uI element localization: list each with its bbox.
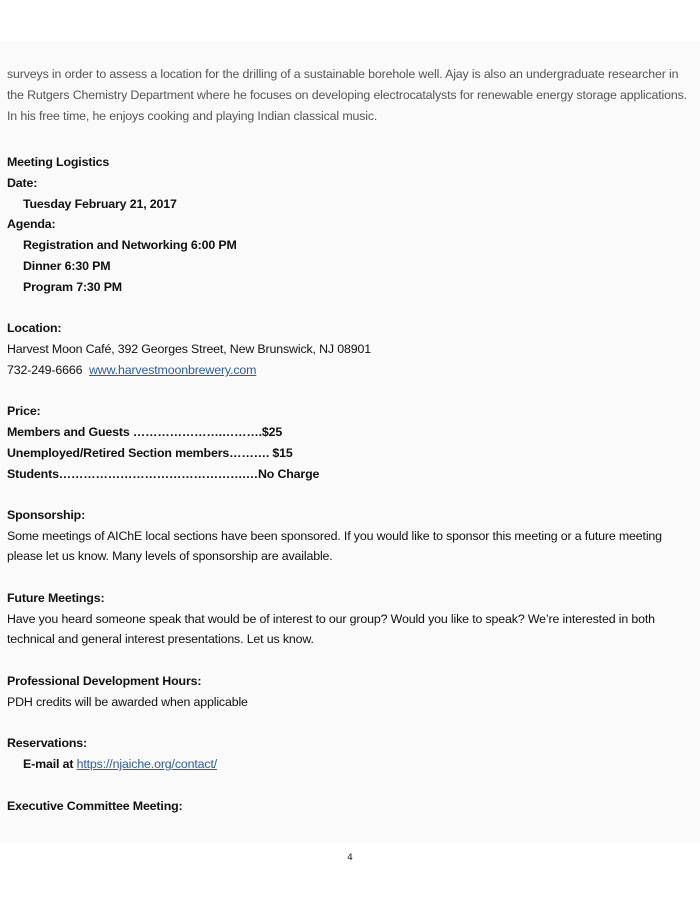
agenda-item-registration: Registration and Networking 6:00 PM: [23, 238, 237, 252]
reservations-label: Reservations:: [7, 736, 87, 750]
pdh-label: Professional Development Hours:: [7, 674, 202, 688]
price-row-students: Students……………………………………….…No Charge: [7, 467, 320, 481]
location-address: Harvest Moon Café, 392 Georges Street, New Brunswick, NJ 08901: [7, 342, 371, 356]
date-label: Date:: [7, 176, 38, 190]
location-website-link[interactable]: www.harvestmoonbrewery.com: [88, 363, 257, 377]
logistics-heading: Meeting Logistics: [7, 155, 110, 169]
location-phone: 732-249-6666: [7, 363, 83, 377]
sponsorship-line-2: please let us know. Many levels of sponsorship are available.: [7, 549, 333, 563]
agenda-label: Agenda:: [7, 217, 56, 231]
price-row-members: Members and Guests ………………….……….$25: [7, 425, 283, 439]
page-number: 4: [347, 853, 353, 863]
reservations-contact-link[interactable]: https://njaiche.org/contact/: [76, 757, 218, 771]
bio-line-3: In his free time, he enjoys cooking and playing Indian classical music.: [7, 109, 378, 123]
price-label: Price:: [7, 404, 41, 418]
exec-committee-label: Executive Committee Meeting:: [7, 799, 183, 813]
location-contact: [7, 362, 256, 378]
location-label: Location:: [7, 321, 62, 335]
future-meetings-label: Future Meetings:: [7, 591, 105, 605]
future-meetings-line-1: Have you heard someone speak that would be of interest to our group? Would you like to speak? We’re interested in both: [7, 612, 655, 626]
bio-line-2: the Rutgers Chemistry Department where he focuses on developing electrocatalysts for renewable energy storage applications.: [7, 88, 687, 102]
reservations-email-line: [23, 756, 217, 772]
pdh-text: PDH credits will be awarded when applicable: [7, 695, 248, 709]
sponsorship-label: Sponsorship:: [7, 508, 86, 522]
bio-line-1: surveys in order to assess a location for the drilling of a sustainable borehole well. Ajay is also an undergraduate researcher in: [7, 67, 679, 81]
future-meetings-line-2: technical and general interest presentations. Let us know.: [7, 632, 314, 646]
agenda-item-dinner: Dinner 6:30 PM: [23, 259, 111, 273]
date-value: Tuesday February 21, 2017: [23, 197, 177, 211]
price-row-unemployed: Unemployed/Retired Section members………. $15: [7, 446, 293, 460]
agenda-item-program: Program 7:30 PM: [23, 280, 122, 294]
sponsorship-line-1: Some meetings of AIChE local sections have been sponsored. If you would like to sponsor this meeting or a future meeting: [7, 529, 662, 543]
reservations-prefix: E-mail at: [23, 757, 77, 771]
